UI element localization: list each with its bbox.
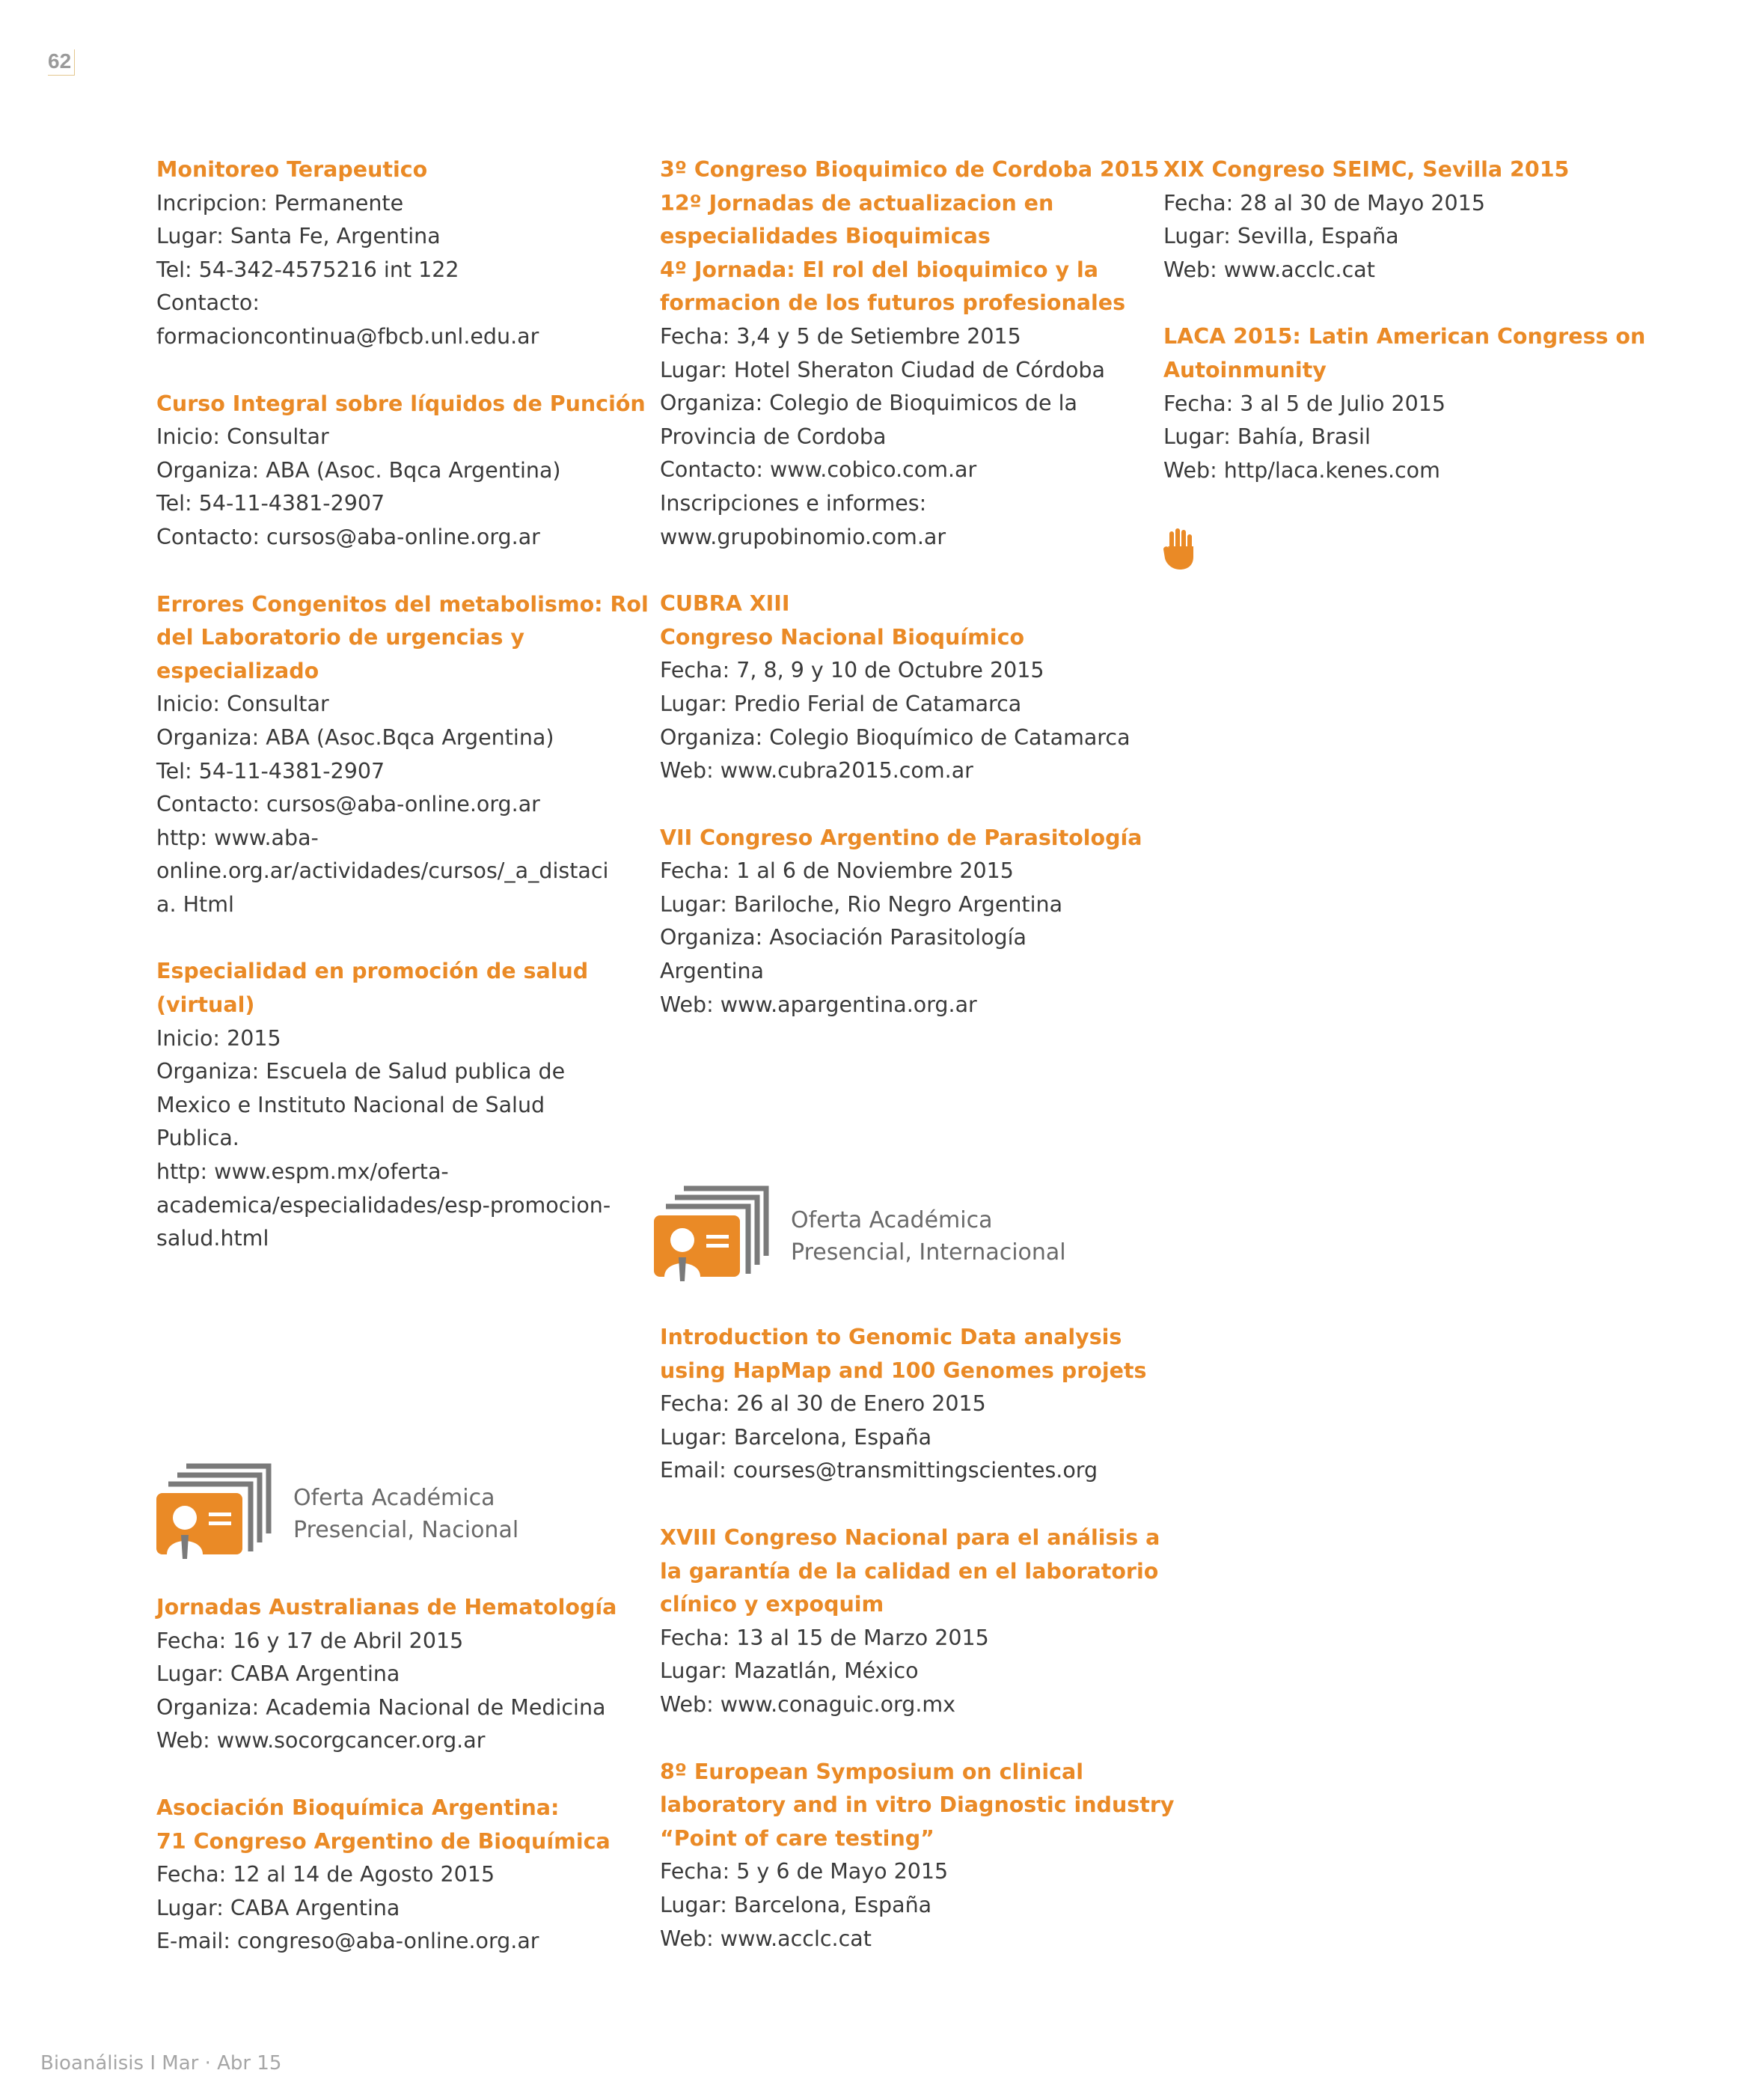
event-detail: Contacto: cursos@aba-online.org.ar bbox=[156, 524, 540, 549]
event-detail: Lugar: Bahía, Brasil bbox=[1163, 424, 1371, 450]
section-title: Oferta Académica bbox=[791, 1207, 993, 1233]
event-detail: Tel: 54-11-4381-2907 bbox=[156, 758, 385, 784]
event-title: (virtual) bbox=[156, 992, 255, 1018]
event-title: especializado bbox=[156, 658, 319, 683]
event-title: Autoinmunity bbox=[1163, 357, 1327, 382]
column-3 bbox=[1163, 153, 1646, 521]
event-detail: salud.html bbox=[156, 1226, 269, 1251]
event-title: del Laboratorio de urgencias y bbox=[156, 625, 524, 650]
event-listing bbox=[1163, 320, 1646, 487]
event-title: 71 Congreso Argentino de Bioquímica bbox=[156, 1828, 611, 1854]
event-detail: Lugar: Predio Ferial de Catamarca bbox=[660, 691, 1022, 716]
page-number: 62 bbox=[48, 49, 75, 76]
event-detail: Argentina bbox=[660, 959, 765, 984]
column-2-top bbox=[660, 153, 1160, 1055]
event-detail: Lugar: Sevilla, España bbox=[1163, 224, 1399, 249]
event-detail: Contacto: www.cobico.com.ar bbox=[660, 457, 977, 483]
event-detail: Inscripciones e informes: bbox=[660, 490, 927, 516]
section-title: Oferta Académica bbox=[293, 1485, 495, 1511]
event-detail: Provincia de Cordoba bbox=[660, 424, 887, 449]
certificate-icon bbox=[156, 1463, 276, 1560]
event-title: Introduction to Genomic Data analysis bbox=[660, 1325, 1122, 1349]
event-detail: Fecha: 13 al 15 de Marzo 2015 bbox=[660, 1625, 989, 1650]
event-listing bbox=[1163, 153, 1620, 287]
event-detail: Lugar: CABA Argentina bbox=[156, 1895, 400, 1920]
event-detail: Organiza: Asociación Parasitología bbox=[660, 925, 1027, 950]
event-detail: Inicio: Consultar bbox=[156, 424, 329, 450]
event-detail: Inicio: Consultar bbox=[156, 692, 329, 717]
event-title: Curso Integral sobre líquidos de Punción bbox=[156, 391, 646, 416]
event-detail: Lugar: Mazatlán, México bbox=[660, 1658, 919, 1684]
event-detail: Inicio: 2015 bbox=[156, 1025, 281, 1051]
event-detail: Web: www.acclc.cat bbox=[1163, 257, 1375, 282]
event-detail: Web: http/laca.kenes.com bbox=[1163, 457, 1440, 483]
event-detail: Contacto: bbox=[156, 290, 260, 316]
event-detail: Organiza: ABA (Asoc. Bqca Argentina) bbox=[156, 457, 561, 483]
event-title: la garantía de la calidad en el laboratorio bbox=[660, 1558, 1159, 1584]
event-detail: formacioncontinua@fbcb.unl.edu.ar bbox=[156, 323, 539, 349]
event-detail: Web: www.socorgcancer.org.ar bbox=[156, 1728, 486, 1753]
event-detail: Fecha: 28 al 30 de Mayo 2015 bbox=[1163, 190, 1485, 216]
event-title: XVIII Congreso Nacional para el análisis a bbox=[660, 1524, 1160, 1550]
event-listing bbox=[660, 822, 1142, 1022]
event-listing bbox=[156, 955, 613, 1255]
event-title: Monitoreo Terapeutico bbox=[156, 157, 428, 182]
event-detail: Fecha: 3 al 5 de Julio 2015 bbox=[1163, 391, 1446, 416]
event-listing bbox=[156, 153, 613, 354]
section-subtitle: Presencial, Internacional bbox=[791, 1239, 1066, 1266]
event-title: laboratory and in vitro Diagnostic industry bbox=[660, 1792, 1175, 1818]
section-header-nacional bbox=[156, 1463, 635, 1560]
event-title: CUBRA XIII bbox=[660, 591, 790, 617]
event-detail: Organiza: Escuela de Salud publica de bbox=[156, 1059, 566, 1084]
event-detail: Email: courses@transmittingscientes.org bbox=[660, 1458, 1098, 1483]
event-title: Asociación Bioquímica Argentina: bbox=[156, 1795, 560, 1820]
event-listing bbox=[660, 1521, 1160, 1722]
event-listing bbox=[156, 388, 646, 555]
event-listing bbox=[156, 1792, 613, 1959]
event-detail: Organiza: Academia Nacional de Medicina bbox=[156, 1694, 606, 1720]
event-detail: Tel: 54-11-4381-2907 bbox=[156, 491, 385, 516]
event-detail: Fecha: 3,4 y 5 de Setiembre 2015 bbox=[660, 323, 1021, 349]
event-detail: Fecha: 7, 8, 9 y 10 de Octubre 2015 bbox=[660, 658, 1044, 683]
event-listing bbox=[660, 587, 1131, 788]
event-title: formacion de los futuros profesionales bbox=[660, 290, 1126, 316]
event-listing bbox=[660, 1321, 1147, 1488]
event-detail: Fecha: 1 al 6 de Noviembre 2015 bbox=[660, 858, 1014, 884]
event-detail: Incripcion: Permanente bbox=[156, 190, 404, 216]
event-listing bbox=[156, 1591, 617, 1758]
event-detail: Web: www.apargentina.org.ar bbox=[660, 992, 977, 1017]
event-title: 8º European Symposium on clinical bbox=[660, 1759, 1083, 1784]
event-listing bbox=[660, 153, 1160, 554]
section-subtitle: Presencial, Nacional bbox=[293, 1517, 519, 1543]
certificate-icon bbox=[654, 1185, 774, 1283]
event-detail: Fecha: 16 y 17 de Abril 2015 bbox=[156, 1628, 464, 1653]
event-detail: Tel: 54-342-4575216 int 122 bbox=[156, 257, 459, 282]
event-title: XIX Congreso SEIMC, Sevilla 2015 bbox=[1163, 157, 1570, 182]
event-title: Jornadas Australianas de Hematología bbox=[156, 1595, 617, 1620]
event-detail: Lugar: CABA Argentina bbox=[156, 1661, 400, 1687]
event-detail: Mexico e Instituto Nacional de Salud bbox=[156, 1092, 545, 1117]
event-detail: a. Html bbox=[156, 891, 234, 917]
event-title: Congreso Nacional Bioquímico bbox=[660, 624, 1025, 650]
event-detail: Fecha: 5 y 6 de Mayo 2015 bbox=[660, 1859, 949, 1884]
event-title: especialidades Bioquimicas bbox=[660, 224, 991, 249]
column-2-bottom bbox=[660, 1321, 1175, 1989]
event-title: “Point of care testing” bbox=[660, 1825, 934, 1851]
event-listing bbox=[660, 1756, 1175, 1956]
event-title: VII Congreso Argentino de Parasitología bbox=[660, 825, 1142, 850]
event-detail: Organiza: Colegio de Bioquimicos de la bbox=[660, 391, 1077, 416]
event-detail: online.org.ar/actividades/cursos/_a_distaci bbox=[156, 858, 609, 884]
event-title: using HapMap and 100 Genomes projets bbox=[660, 1358, 1147, 1383]
event-detail: http: www.espm.mx/oferta- bbox=[156, 1159, 449, 1185]
event-detail: http: www.aba- bbox=[156, 825, 319, 850]
event-detail: E-mail: congreso@aba-online.org.ar bbox=[156, 1929, 539, 1954]
event-detail: Fecha: 12 al 14 de Agosto 2015 bbox=[156, 1862, 495, 1887]
column-1-bottom bbox=[156, 1591, 617, 1992]
event-detail: Web: www.cubra2015.com.ar bbox=[660, 758, 973, 784]
page-footer: Bioanálisis I Mar · Abr 15 bbox=[40, 2052, 282, 2075]
event-detail: Lugar: Barcelona, España bbox=[660, 1892, 932, 1917]
event-title: 4º Jornada: El rol del bioquimico y la bbox=[660, 257, 1099, 282]
column-1-top bbox=[156, 153, 649, 1289]
event-title: 3º Congreso Bioquimico de Cordoba 2015 bbox=[660, 157, 1160, 182]
event-detail: Publica. bbox=[156, 1126, 239, 1151]
event-title: Errores Congenitos del metabolismo: Rol bbox=[156, 591, 649, 617]
event-title: LACA 2015: Latin American Congress on bbox=[1163, 324, 1646, 350]
event-title: Especialidad en promoción de salud bbox=[156, 959, 589, 984]
event-detail: Contacto: cursos@aba-online.org.ar bbox=[156, 792, 540, 817]
event-detail: academica/especialidades/esp-promocion- bbox=[156, 1192, 611, 1218]
event-detail: Lugar: Hotel Sheraton Ciudad de Córdoba bbox=[660, 357, 1105, 382]
event-listing bbox=[156, 588, 649, 922]
event-detail: Organiza: Colegio Bioquímico de Catamarca bbox=[660, 724, 1131, 750]
event-detail: Organiza: ABA (Asoc.Bqca Argentina) bbox=[156, 724, 554, 750]
event-title: 12º Jornadas de actualizacion en bbox=[660, 190, 1054, 216]
hand-stop-icon bbox=[1163, 528, 1196, 570]
event-detail: Web: www.acclc.cat bbox=[660, 1926, 872, 1951]
event-detail: Lugar: Barcelona, España bbox=[660, 1424, 932, 1450]
event-detail: Fecha: 26 al 30 de Enero 2015 bbox=[660, 1391, 986, 1417]
event-detail: www.grupobinomio.com.ar bbox=[660, 524, 946, 549]
section-header-internacional bbox=[654, 1185, 1133, 1283]
event-title: clínico y expoquim bbox=[660, 1592, 884, 1617]
event-detail: Lugar: Bariloche, Rio Negro Argentina bbox=[660, 891, 1063, 917]
event-detail: Lugar: Santa Fe, Argentina bbox=[156, 224, 441, 249]
event-detail: Web: www.conaguic.org.mx bbox=[660, 1691, 956, 1717]
